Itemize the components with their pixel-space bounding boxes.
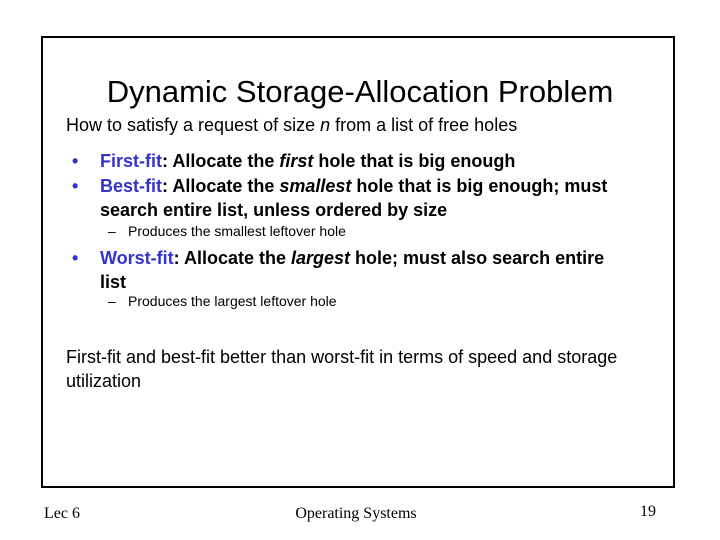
- subtitle-pre: How to satisfy a request of size: [66, 115, 321, 135]
- sub-bullet-text: Produces the smallest leftover hole: [128, 223, 346, 239]
- footer-lecture: Lec 6: [44, 505, 80, 522]
- bullet-term: First-fit: [100, 151, 162, 171]
- subtitle-emphasis: n: [320, 115, 331, 135]
- bullet-colon: : Allocate the: [162, 151, 280, 171]
- sub-bullet-worst-fit: [108, 293, 337, 309]
- subtitle-post: from a list of free holes: [330, 115, 518, 135]
- footer-course: Operating Systems: [295, 505, 417, 522]
- sub-bullet-text: Produces the largest leftover hole: [128, 293, 337, 309]
- dash-icon: –: [108, 223, 116, 239]
- bullet-text: [100, 246, 620, 294]
- sub-bullet-best-fit: [108, 223, 346, 239]
- bullet-dot-icon: •: [72, 176, 79, 196]
- bullet-emphasis: first: [279, 151, 314, 171]
- bullet-term: Worst-fit: [100, 248, 174, 268]
- bullet-emphasis: smallest: [279, 176, 352, 196]
- bullet-emphasis: largest: [291, 248, 351, 268]
- dash-icon: –: [108, 293, 116, 309]
- slide-title: Dynamic Storage-Allocation Problem: [106, 74, 614, 109]
- bullet-rest: hole that is big enough; must search entire list, unless ordered by size: [100, 176, 608, 220]
- bullet-rest: hole; must also search entire list: [100, 248, 605, 292]
- footer-page-number: 19: [640, 503, 656, 520]
- bullet-colon: : Allocate the: [162, 176, 280, 196]
- bullet-text: [100, 174, 620, 222]
- bullet-colon: : Allocate the: [173, 248, 292, 268]
- bullet-term: Best-fit: [100, 176, 162, 196]
- slide-subtitle: [66, 115, 517, 136]
- bullet-rest: hole that is big enough: [313, 151, 516, 171]
- bullet-dot-icon: •: [72, 151, 79, 171]
- slide-conclusion: First-fit and best-fit better than worst-fit in terms of speed and storage utilization: [66, 347, 618, 391]
- bullet-text: [100, 149, 660, 173]
- bullet-dot-icon: •: [72, 248, 79, 268]
